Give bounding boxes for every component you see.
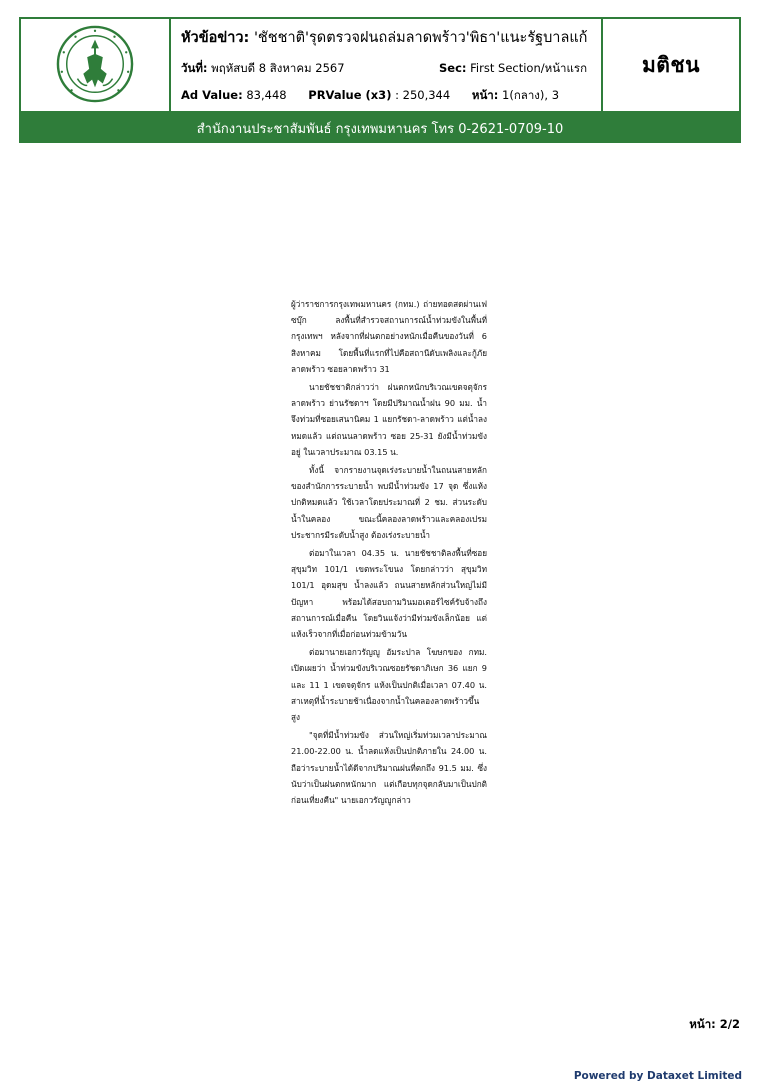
logo-cell — [21, 19, 171, 111]
clipping-header — [19, 17, 741, 113]
bangkok-seal-logo — [56, 25, 134, 103]
sec-label: Sec: — [439, 61, 467, 75]
article-body — [291, 296, 487, 810]
sec-value: First Section/หน้าแรก — [470, 61, 588, 75]
date-value: พฤหัสบดี 8 สิงหาคม 2567 — [211, 61, 345, 75]
article-paragraph: นายชัชชาติกล่าวว่า ฝนตกหนักบริเวณเขตจตุจักร ลาดพร้าว ย่านรัชดาฯ โดยมีปริมาณน้ำฝน 90 มม. น้ำจึงท่วมที่ซอยเสนานิคม 1 แยกรัชดา-ลาดพร้าว แต่น้ำลงหมดแล้ว แต่ถนนลาดพร้าว ซอย 25-31 ยังมีน้ำท่วมขังอยู่ ในเวลาประมาณ 03.15 น. — [291, 382, 487, 457]
section-info — [439, 60, 587, 78]
article-paragraph: ผู้ว่าราชการกรุงเทพมหานคร (กทม.) ถ่ายทอดสดผ่านเฟซบุ๊ก ลงพื้นที่สำรวจสถานการณ์น้ำท่วมขังในพื้นที่กรุงเทพฯ หลังจากที่ฝนตกอย่างหนักเมื่อคืนของวันที่ 6 สิงหาคม โดยพื้นที่แรกที่ไปคือสถานีดับเพลิงและกู้ภัยลาดพร้าว ซอยลาดพร้าว 31 — [291, 299, 487, 374]
pr-value: PRValue (x3) : 250,344 — [308, 88, 451, 102]
meta-cell — [171, 19, 601, 111]
value-row — [181, 87, 559, 105]
newspaper-brand: มติชน — [641, 52, 701, 77]
page-value: หน้า: 1(กลาง), 3 — [471, 88, 560, 102]
contact-banner: สำนักงานประชาสัมพันธ์ กรุงเทพมหานคร โทร 0-2621-0709-10 — [19, 113, 741, 143]
headline — [181, 26, 587, 49]
powered-by: Powered by Dataxet Limited — [573, 1070, 742, 1082]
article-paragraph: "จุดที่มีน้ำท่วมขัง ส่วนใหญ่เริ่มท่วมเวลาประมาณ 21.00-22.00 น. น้ำลดแห้งเป็นปกติภายใน 24.00 น. ถือว่าระบายน้ำได้ดีจากปริมาณฝนที่ตกถึง 91.5 มม. ซึ่งนับว่าเป็นฝนตกหนักมาก แต่เกือบทุกจุดกลับมาเป็นปกติก่อนเที่ยงคืน" นายเอกวรัญญูกล่าว — [291, 730, 487, 806]
brand-cell — [601, 19, 739, 111]
headline-text: 'ชัชชาติ'รุดตรวจฝนถล่มลาดพร้าว'พิธา'แนะรัฐบาลแก้ — [253, 30, 588, 46]
ad-value: Ad Value: 83,448 — [181, 88, 287, 102]
article-paragraph: ต่อมานายเอกวรัญญู อัมระปาล โฆษกของ กทม. เปิดเผยว่า น้ำท่วมขังบริเวณซอยรัชดาภิเษก 36 แยก 9 และ 11 1 เขตจตุจักร แห้งเป็นปกติเมื่อเวลา 07.40 น. สาเหตุที่น้ำระบายช้าเนื่องจากน้ำในคลองลาดพร้าวขึ้นสูง — [291, 647, 487, 723]
headline-label: หัวข้อข่าว: — [181, 30, 250, 46]
article-paragraph: ต่อมาในเวลา 04.35 น. นายชัชชาติลงพื้นที่ซอยสุขุมวิท 101/1 เขตพระโขนง โดยกล่าวว่า สุขุมวิท 101/1 อุดมสุข น้ำลงแล้ว ถนนสายหลักส่วนใหญ่ไม่มีปัญหา พร้อมได้สอบถามวินมอเตอร์ไซค์รับจ้างถึงสถานการณ์เมื่อคืน โดยวินแจ้งว่ามีท่วมขังเล็กน้อย แต่แห้งเร็วจากที่เมื่อก่อนท่วมข้ามวัน — [291, 548, 487, 640]
page-number: หน้า: 2/2 — [689, 1017, 740, 1031]
date-label: วันที่: — [181, 61, 208, 75]
date-row — [181, 60, 588, 78]
article-paragraph: ทั้งนี้ จากรายงานจุดเร่งระบายน้ำในถนนสายหลักของสำนักการระบายน้ำ พบมีน้ำท่วมขัง 17 จุด ซึ่งแห้งปกติหมดแล้ว ใช้เวลาโดยประมาณที่ 2 ชม. ส่วนระดับน้ำในคลอง ขณะนี้คลองลาดพร้าวและคลองเปรมประชากรมีระดับน้ำสูง ต้องเร่งระบายน้ำ — [291, 465, 487, 540]
